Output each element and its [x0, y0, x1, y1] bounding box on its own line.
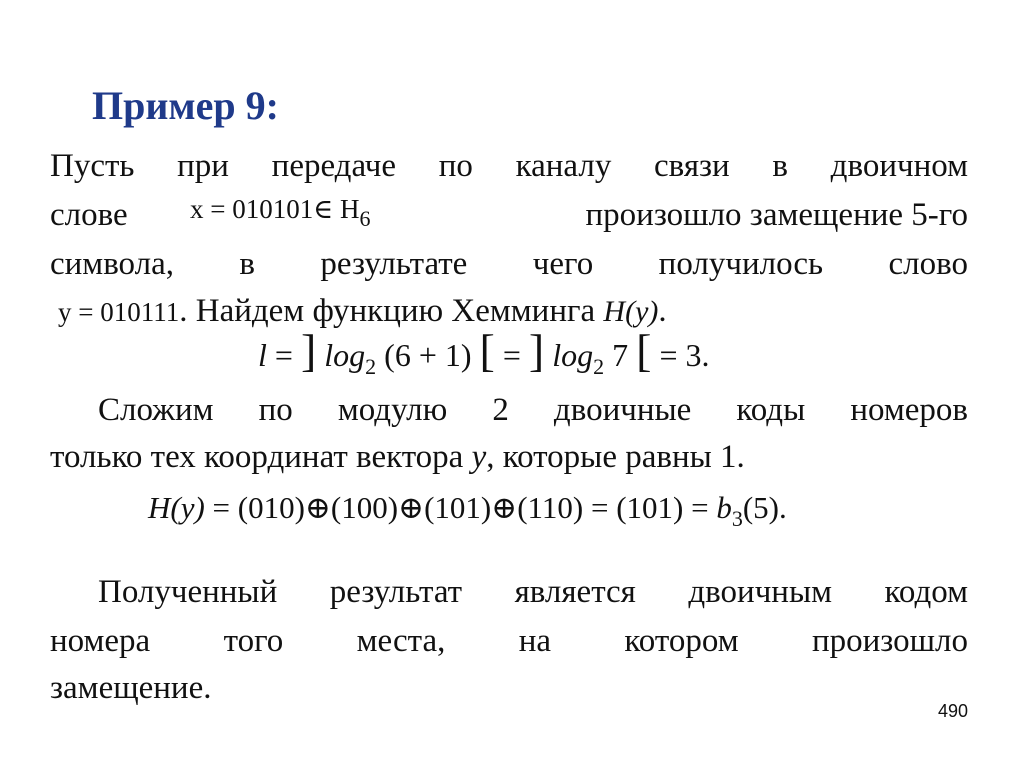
paragraph-2-line-2	[50, 433, 745, 482]
log-base: 2	[365, 354, 377, 379]
equals: =	[274, 337, 293, 373]
paragraph-3-line-1	[50, 568, 968, 617]
period: .	[701, 337, 710, 373]
result: = 3	[659, 337, 702, 373]
code-result: (101)	[616, 490, 684, 525]
hamming-lhs: H(y)	[148, 490, 205, 525]
xor-operator: ⊕	[491, 490, 518, 525]
paragraph-2-line-1	[50, 386, 968, 435]
paragraph-3-line-3: замещение.	[50, 670, 212, 706]
b-symbol: b	[716, 490, 732, 525]
text-fragment: .	[658, 293, 667, 329]
hamming-function: H(y)	[603, 295, 659, 328]
word-x-formula	[190, 185, 370, 243]
var-l: l	[258, 337, 267, 373]
formula-y: y = 010111	[58, 297, 180, 327]
xor-operator: ⊕	[398, 490, 425, 525]
formula-x: x = 010101∈ H	[190, 194, 360, 224]
formula-l	[258, 325, 710, 380]
code-term: (010)	[237, 490, 305, 525]
text-fragment: , которые равны 1.	[486, 439, 745, 475]
paragraph-1-line-2	[50, 191, 968, 240]
formula-hamming	[148, 490, 787, 532]
slide-title: Пример 9:	[92, 83, 279, 128]
text-fragment: Сложим по модулю 2 двоичные коды номеров	[98, 392, 968, 428]
xor-operator: ⊕	[304, 490, 331, 525]
formula-x-subscript: 6	[359, 206, 371, 231]
bracket: [	[636, 325, 652, 376]
text-fragment: . Найдем функцию Хемминга	[179, 293, 596, 329]
paragraph-3-line-2: номера того места, на котором произошло	[50, 623, 968, 659]
log-argument: 7	[612, 337, 629, 373]
text-fragment: произошло замещение 5-го	[585, 197, 968, 233]
code-term: (100)	[330, 490, 399, 525]
equals: =	[502, 337, 521, 373]
bracket: [	[479, 325, 495, 376]
equals: =	[590, 490, 609, 525]
text-fragment: Полученный результат является двоичным кодом	[98, 574, 968, 610]
text-fragment: слове	[50, 197, 128, 233]
page-number: 490	[937, 701, 968, 721]
bracket: ]	[528, 325, 545, 376]
paragraph-1-line-1: Пусть при передаче по каналу связи в двоичном	[50, 148, 968, 184]
log-base: 2	[593, 354, 605, 379]
code-term: (101)	[424, 490, 492, 525]
equals: =	[212, 490, 231, 525]
b-argument: (5)	[742, 490, 779, 525]
period: .	[778, 490, 787, 525]
b-subscript: 3	[731, 506, 743, 531]
log-label: log	[552, 337, 594, 373]
paragraph-1-line-3: символа, в результате чего получилось слово	[50, 246, 968, 282]
log-argument: (6 + 1)	[384, 337, 472, 373]
code-term: (110)	[517, 490, 584, 525]
equals: =	[691, 490, 709, 525]
text-fragment: только тех координат вектора	[50, 439, 464, 475]
bracket: ]	[300, 325, 317, 376]
log-label: log	[324, 337, 366, 373]
vector-y: y	[471, 439, 487, 475]
